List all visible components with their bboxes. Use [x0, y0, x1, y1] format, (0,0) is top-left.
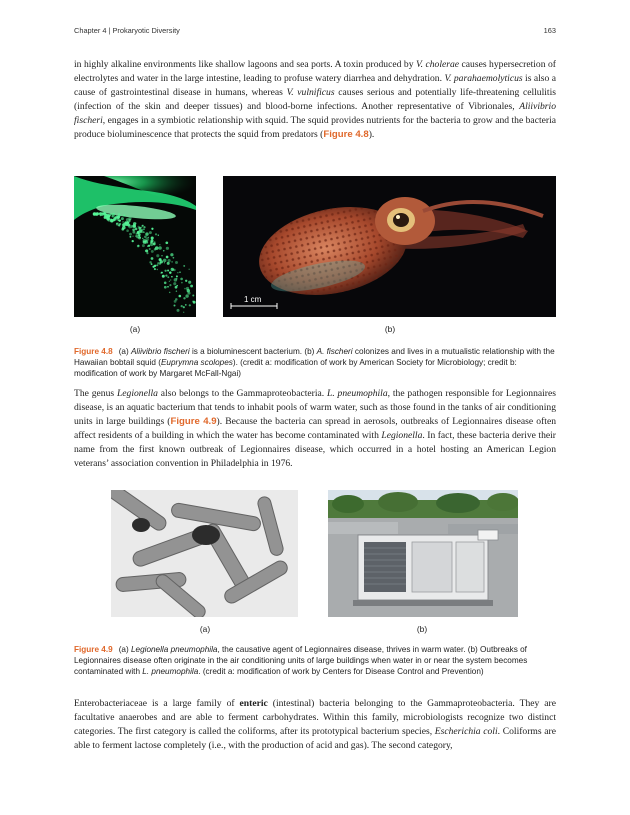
figure-4-9-sublabel-a: (a): [199, 624, 211, 634]
bioluminescent-bacteria-photo: [74, 176, 196, 317]
paragraph-enterobacteriaceae: Enterobacteriaceae is a large family of enteric (intestinal) bacteria belonging to the Gammaproteobacteria. They are facultative anaerobes and are able to ferment carbohydrates. Within this family, microbiologists recognize two distinct categories. The first category is called the coliforms, after its prototypical bacterium species, Escherichia coli. Coliforms are able to ferment lactose completely (i.e., with the production of acid and gas). The second category,: [74, 698, 556, 751]
page-number: 163: [543, 26, 556, 35]
paragraph-vibrio: in highly alkaline environments like shallow lagoons and sea ports. A toxin produced by V. cholerae causes hypersecretion of electrolytes and water in the large intestine, leading to profuse watery diarrhea and dehydration. V. parahaemolyticus is also a cause of gastrointestinal disease in humans, whereas V. vulnificus causes serious and potentially life-threatening cellulitis (infection of the skin and deeper tissues) and blood-borne infections. Another representative of Vibrionales, Aliivibrio fischeri, engages in a symbiotic relationship with squid. The squid provides nutrients for the bacteria to grow and the bacteria produce bioluminescence that protects the squid from predators (Figure 4.8).: [74, 59, 556, 140]
legionella-micrograph-photo: [111, 490, 298, 617]
figure-4-9-caption: Figure 4.9 (a) Legionella pneumophila, the causative agent of Legionnaires disease, thrives in warm water. (b) Outbreaks of Legionnaires disease often originate in the air conditioning units of large buildings when water in or near the system becomes contaminated with L. pneumophila. (credit a: modification of work by Centers for Disease Control and Prevention): [74, 645, 528, 677]
chapter-title: Chapter 4 | Prokaryotic Diversity: [74, 26, 180, 35]
figure-4-8-link[interactable]: Figure 4.8: [323, 129, 369, 140]
running-header: [74, 26, 556, 35]
figure-4-8-sublabel-a: (a): [129, 324, 141, 334]
rooftop-air-conditioner-photo: [328, 490, 518, 617]
figure-4-8-caption: Figure 4.8 (a) Aliivibrio fischeri is a bioluminescent bacterium. (b) A. fischeri colonizes and lives in a mutualistic relationship with the Hawaiian bobtail squid (Euprymna scolopes). (credit a: modification of work by American Society for Microbiology; credit b: modification of work by Margaret McFall-Ngai): [74, 347, 555, 379]
figure-4-8-sublabel-b: (b): [384, 324, 396, 334]
figure-4-9-sublabel-b: (b): [416, 624, 428, 634]
figure-4-9-link[interactable]: Figure 4.9: [170, 416, 217, 427]
paragraph-legionella: The genus Legionella also belongs to the Gammaproteobacteria. L. pneumophila, the pathogen responsible for Legionnaires disease, is an aquatic bacterium that tends to inhabit pools of warm water, such as those found in the tanks of air conditioning units in large buildings (Figure 4.9). Because the bacteria can spread in aerosols, outbreaks of Legionnaires disease often affect residents of a building in which the water has become contaminated with Legionella. In fact, these bacteria derive their name from the first known outbreak of Legionnaires disease, which occurred in a hotel hosting an American Legion veterans’ association convention in Philadelphia in 1976.: [74, 388, 556, 469]
scale-bar-label: 1 cm: [244, 295, 262, 304]
bobtail-squid-photo: [223, 176, 556, 317]
